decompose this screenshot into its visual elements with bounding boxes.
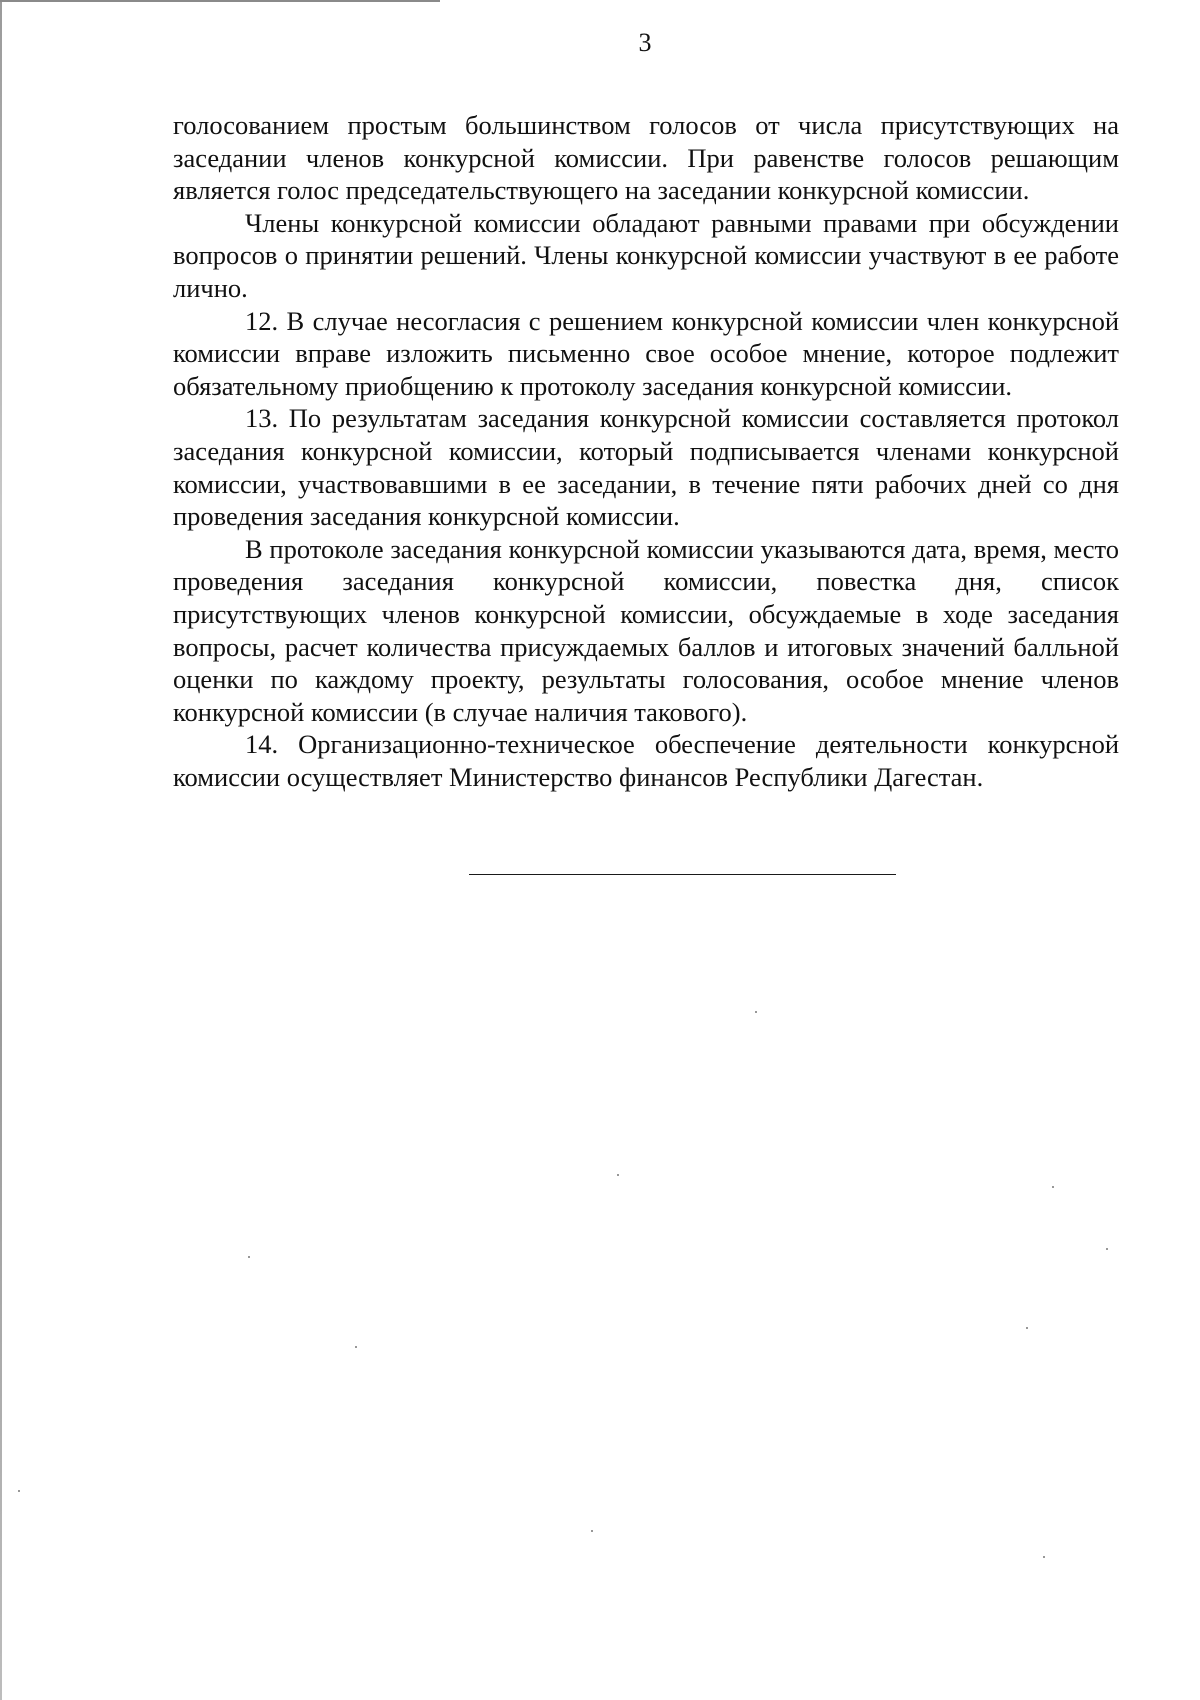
paragraph-14-support: 14. Организационно-техническое обеспечение деятельности конкурсной комиссии осуществляет Министерство финансов Республики Дагестан. — [173, 729, 1119, 792]
scan-speck — [1043, 1556, 1045, 1558]
scan-speck — [591, 1530, 593, 1532]
scan-speck — [617, 1174, 619, 1176]
scan-left-edge — [0, 0, 2, 1700]
paragraph-equal-rights: Члены конкурсной комиссии обладают равными правами при обсуждении вопросов о принятии решений. Члены конкурсной комиссии участвуют в ее работе лично. — [173, 207, 1119, 303]
scan-speck — [1026, 1327, 1028, 1329]
document-body — [173, 109, 1119, 793]
scan-speck — [355, 1346, 357, 1348]
end-of-text-rule — [469, 874, 896, 875]
scan-speck — [18, 1490, 20, 1492]
paragraph-voting-continuation: голосованием простым большинством голосов от числа присутствующих на заседании членов конкурсной комиссии. При равенстве голосов решающим является голос председательствующего на заседании конкурсной комиссии. — [173, 110, 1119, 206]
scan-speck — [1106, 1248, 1108, 1250]
scan-speck — [755, 1011, 757, 1013]
page-number: 3 — [638, 28, 652, 57]
scan-speck — [1052, 1186, 1054, 1188]
paragraph-12-dissent: 12. В случае несогласия с решением конкурсной комиссии член конкурсной комиссии вправе изложить письменно свое особое мнение, которое подлежит обязательному приобщению к протоколу заседания конкурсной комиссии. — [173, 305, 1119, 401]
scan-speck — [248, 1256, 250, 1258]
paragraph-13-protocol: 13. По результатам заседания конкурсной комиссии составляется протокол заседания конкурсной комиссии, который подписывается членами конкурсной комиссии, участвовавшими в ее заседании, в течение пяти рабочих дней со дня проведения заседания конкурсной комиссии. — [173, 403, 1119, 532]
paragraph-protocol-contents: В протоколе заседания конкурсной комиссии указываются дата, время, место проведения заседания конкурсной комиссии, повестка дня, список присутствующих членов конкурсной комиссии, обсуждаемые в ходе заседания вопросы, расчет количества присуждаемых баллов и итоговых значений балльной оценки по каждому проекту, результаты голосования, особое мнение членов конкурсной комиссии (в случае наличия такового). — [173, 533, 1119, 727]
scan-top-edge — [0, 0, 440, 2]
